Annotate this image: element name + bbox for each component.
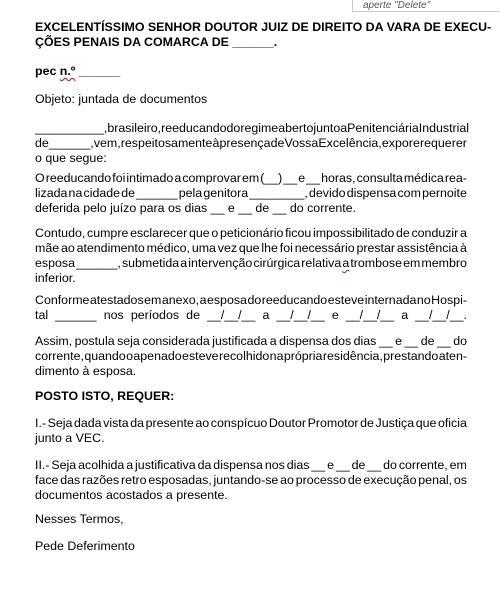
- word: mãe: [35, 241, 60, 255]
- header-line-1: EXCELENTÍSSIMO SENHOR DOUTOR JUIZ DE DIREITO DA VARA DE EXECU-: [35, 20, 492, 34]
- word: II.-: [35, 458, 50, 472]
- word: justificativa: [135, 458, 196, 472]
- word: dada: [73, 416, 102, 430]
- word: a: [460, 226, 467, 240]
- word: peticionário: [219, 226, 284, 240]
- word: a: [126, 458, 134, 472]
- word: esclarecer: [130, 226, 188, 240]
- request-2: [35, 458, 467, 503]
- word: conspícuo: [210, 416, 268, 430]
- word: ______: [136, 186, 178, 200]
- req2-line-1: [35, 458, 467, 473]
- word: I.-: [35, 416, 47, 430]
- p1-line-2: [35, 186, 467, 201]
- word: postula: [74, 334, 115, 348]
- word: Seja: [47, 416, 73, 430]
- word: a: [269, 334, 277, 348]
- word: Justiça: [375, 416, 415, 430]
- word: atestados: [89, 293, 144, 307]
- paragraph-4: [35, 334, 467, 379]
- word: e: [395, 334, 402, 348]
- word: na: [269, 349, 284, 363]
- word: Penitenciária: [347, 121, 419, 135]
- word: os: [453, 473, 467, 487]
- word: de: [347, 473, 362, 487]
- word: que: [188, 226, 210, 240]
- word: __: [367, 458, 382, 472]
- word: intervenção: [188, 256, 253, 270]
- paragraph-1: [35, 171, 467, 216]
- word: Industrial: [418, 121, 470, 135]
- word: razões: [82, 473, 120, 487]
- p4-line-2: [35, 349, 467, 364]
- word: à: [459, 241, 467, 255]
- p2-line-3: [35, 256, 467, 271]
- intro-paragraph: [35, 121, 470, 166]
- word: de: [420, 334, 435, 348]
- word: a: [340, 121, 348, 135]
- word: __/__/__: [207, 308, 256, 322]
- word: presente: [145, 416, 194, 430]
- word: __: [283, 171, 298, 185]
- word: necessário: [294, 241, 355, 255]
- posto-isto: [35, 389, 467, 404]
- p4-line-1: [35, 334, 467, 349]
- word: Contudo,: [35, 226, 86, 240]
- signature-text: Pede Deferimento: [35, 539, 135, 553]
- word: apenado: [133, 349, 182, 363]
- word: ao: [195, 416, 210, 430]
- word: __: [404, 334, 419, 348]
- word: esposadas,: [148, 473, 212, 487]
- word: períodos: [130, 308, 180, 322]
- word: submetida: [121, 256, 180, 270]
- word: e: [327, 458, 335, 472]
- word: atendimento: [76, 241, 145, 255]
- header-line-2: ÇÕES PENAIS DA COMARCA DE ______.: [35, 35, 278, 49]
- word: devido: [309, 186, 346, 200]
- header: [35, 20, 492, 50]
- word: ______: [55, 308, 97, 322]
- word: dispensa: [346, 186, 397, 200]
- closing-text: Nesses Termos,: [35, 512, 124, 526]
- word: esteve: [327, 293, 365, 307]
- word: processo: [295, 473, 346, 487]
- word: (__): [260, 171, 283, 185]
- word: face: [35, 473, 59, 487]
- objeto-text: Objeto: juntada de documentos: [35, 92, 208, 106]
- word: à: [212, 136, 220, 150]
- word: prestando: [383, 349, 439, 363]
- word: reeducando: [161, 121, 227, 135]
- word: anexo,: [161, 293, 200, 307]
- word: a: [401, 308, 409, 322]
- word: de: [270, 136, 285, 150]
- word: a: [199, 293, 207, 307]
- word: brasileiro,: [107, 121, 162, 135]
- req1-line-1: [35, 416, 467, 431]
- tooltip: aperte "Delete": [352, 0, 500, 12]
- p4-line-3: dimento à esposa.: [35, 364, 137, 378]
- word: do: [226, 121, 241, 135]
- closing: [35, 512, 467, 527]
- word: aberto: [278, 121, 314, 135]
- intro-line-1: [35, 121, 470, 136]
- word: pernoite: [422, 186, 467, 200]
- req2-line-2: [35, 473, 467, 488]
- word: comprovar: [182, 171, 241, 185]
- word: dispensa: [213, 458, 263, 472]
- word: nos: [264, 458, 285, 472]
- word: __/__/__.: [415, 308, 467, 322]
- word: da: [197, 458, 212, 472]
- word: dias: [353, 334, 377, 348]
- word: esposa: [206, 293, 247, 307]
- word: foi: [112, 171, 126, 185]
- word: de: [35, 136, 49, 150]
- word: rea-: [444, 171, 467, 185]
- word: __/__/__: [276, 308, 325, 322]
- word: retro: [121, 473, 147, 487]
- word: membro: [421, 256, 467, 270]
- word: em: [241, 171, 260, 185]
- word: horas,: [321, 171, 356, 185]
- word: Promotor: [307, 416, 359, 430]
- word: considerada: [142, 334, 210, 348]
- word: uma: [191, 241, 216, 255]
- word: Seja: [51, 458, 77, 472]
- word: o: [126, 349, 133, 363]
- word: consulta: [356, 171, 403, 185]
- word: justificada: [212, 334, 268, 348]
- word: de: [360, 416, 374, 430]
- word: recolhido: [218, 349, 270, 363]
- word: residência,: [322, 349, 383, 363]
- objeto: [35, 92, 467, 107]
- p3-line-1: [35, 293, 467, 308]
- word: acolhida: [78, 458, 125, 472]
- word: dos: [331, 334, 352, 348]
- word: internada: [364, 293, 417, 307]
- word: O: [35, 171, 45, 185]
- req1-line-2: junto a VEC.: [35, 431, 105, 445]
- word: penal,: [418, 473, 453, 487]
- word: respeitosamente: [120, 136, 213, 150]
- pec-suffix: ______: [75, 64, 121, 78]
- word: __: [306, 171, 321, 185]
- p2-line-1: [35, 226, 467, 241]
- word: do: [247, 293, 262, 307]
- word: em: [449, 458, 467, 472]
- word: conduzir: [411, 226, 459, 240]
- word: expor: [381, 136, 413, 150]
- word: esteve: [182, 349, 219, 363]
- word: vez: [217, 241, 238, 255]
- word: impossibilitado: [312, 226, 395, 240]
- p1-line-1: [35, 171, 467, 186]
- word: de: [186, 308, 200, 322]
- word: prestar: [356, 241, 396, 255]
- word: presença: [219, 136, 271, 150]
- word: cumpre: [87, 226, 129, 240]
- word: o: [211, 226, 219, 240]
- word: a: [180, 256, 188, 270]
- word: que: [238, 241, 260, 255]
- word: que: [415, 416, 437, 430]
- word: nos: [103, 308, 124, 322]
- word: médico,: [146, 241, 190, 255]
- word: corrente,: [35, 349, 84, 363]
- word: reeducando: [261, 293, 328, 307]
- word: juntando-se: [213, 473, 279, 487]
- word: das: [60, 473, 81, 487]
- word: e: [331, 308, 339, 322]
- word: vem,: [93, 136, 121, 150]
- word: ________,: [249, 186, 308, 200]
- word: junto: [313, 121, 341, 135]
- word: relativa: [301, 256, 342, 270]
- req2-line-3: documentos acostados a presente.: [35, 488, 228, 502]
- word: __: [436, 334, 451, 348]
- word: com: [397, 186, 421, 200]
- word: __/__/__: [345, 308, 395, 322]
- posto-isto-heading: POSTO ISTO, REQUER:: [35, 389, 175, 403]
- word: Doutor: [268, 416, 307, 430]
- word: __________,: [35, 121, 108, 135]
- word: em: [403, 256, 421, 270]
- word: ficou: [285, 226, 312, 240]
- p1-line-3: deferida pelo juízo para os dias __ e __ de __ do corrente.: [35, 201, 357, 215]
- word: dias: [286, 458, 310, 472]
- paragraph-3: [35, 293, 467, 323]
- word: em: [144, 293, 162, 307]
- word: própria: [283, 349, 323, 363]
- word: foi: [279, 241, 293, 255]
- word: regime: [240, 121, 279, 135]
- word: vista: [103, 416, 129, 430]
- word: lizada: [35, 186, 68, 200]
- word: Excelência,: [318, 136, 382, 150]
- p2-line-2: [35, 241, 467, 256]
- p2-line-4: inferior.: [35, 271, 76, 285]
- word: e: [298, 171, 306, 185]
- word: cirúrgica: [253, 256, 301, 270]
- word: médica: [403, 171, 444, 185]
- word: esposa: [35, 256, 75, 270]
- p3-line-2: [35, 308, 467, 323]
- pec-line: [35, 64, 467, 79]
- word: de: [351, 458, 366, 472]
- word: trombose: [350, 256, 402, 270]
- word: quando: [84, 349, 126, 363]
- intro-line-2: [35, 136, 467, 151]
- word: de: [395, 226, 410, 240]
- word: e: [412, 136, 420, 150]
- word: oficia: [437, 416, 467, 430]
- word: execução: [363, 473, 417, 487]
- word: tal: [35, 308, 49, 322]
- word: intimado: [126, 171, 174, 185]
- intro-line-3: o que segue:: [35, 151, 107, 165]
- word: ao: [60, 241, 75, 255]
- pec-prefix: pec: [35, 64, 60, 78]
- word: do: [453, 334, 467, 348]
- word: reeducando: [45, 171, 112, 185]
- request-1: [35, 416, 467, 446]
- word: __: [378, 334, 393, 348]
- word: requerer: [420, 136, 467, 150]
- word: de: [121, 186, 135, 200]
- signature: [35, 539, 467, 554]
- word: na: [68, 186, 83, 200]
- word: Conforme: [35, 293, 90, 307]
- word: genitora: [203, 186, 249, 200]
- word: a: [174, 171, 182, 185]
- word: a: [262, 308, 270, 322]
- word: no: [416, 293, 431, 307]
- word: Vossa: [284, 136, 319, 150]
- word: lhe: [261, 241, 278, 255]
- word: Assim,: [35, 334, 73, 348]
- word: __: [311, 458, 326, 472]
- word: ______,: [48, 136, 94, 150]
- flagged-word: a: [342, 256, 350, 270]
- word: Hospi-: [431, 293, 467, 307]
- word: ao: [280, 473, 294, 487]
- word: assistência: [396, 241, 459, 255]
- word: __: [335, 458, 350, 472]
- pec-number-mark: n.º: [59, 64, 76, 78]
- word: corrente,: [398, 458, 448, 472]
- word: da: [130, 416, 144, 430]
- word: seja: [117, 334, 140, 348]
- word: do: [383, 458, 397, 472]
- word: ______,: [76, 256, 121, 270]
- word: dispensa: [279, 334, 329, 348]
- word: cidade: [83, 186, 121, 200]
- word: aten-: [438, 349, 467, 363]
- paragraph-2: [35, 226, 467, 286]
- word: pela: [178, 186, 203, 200]
